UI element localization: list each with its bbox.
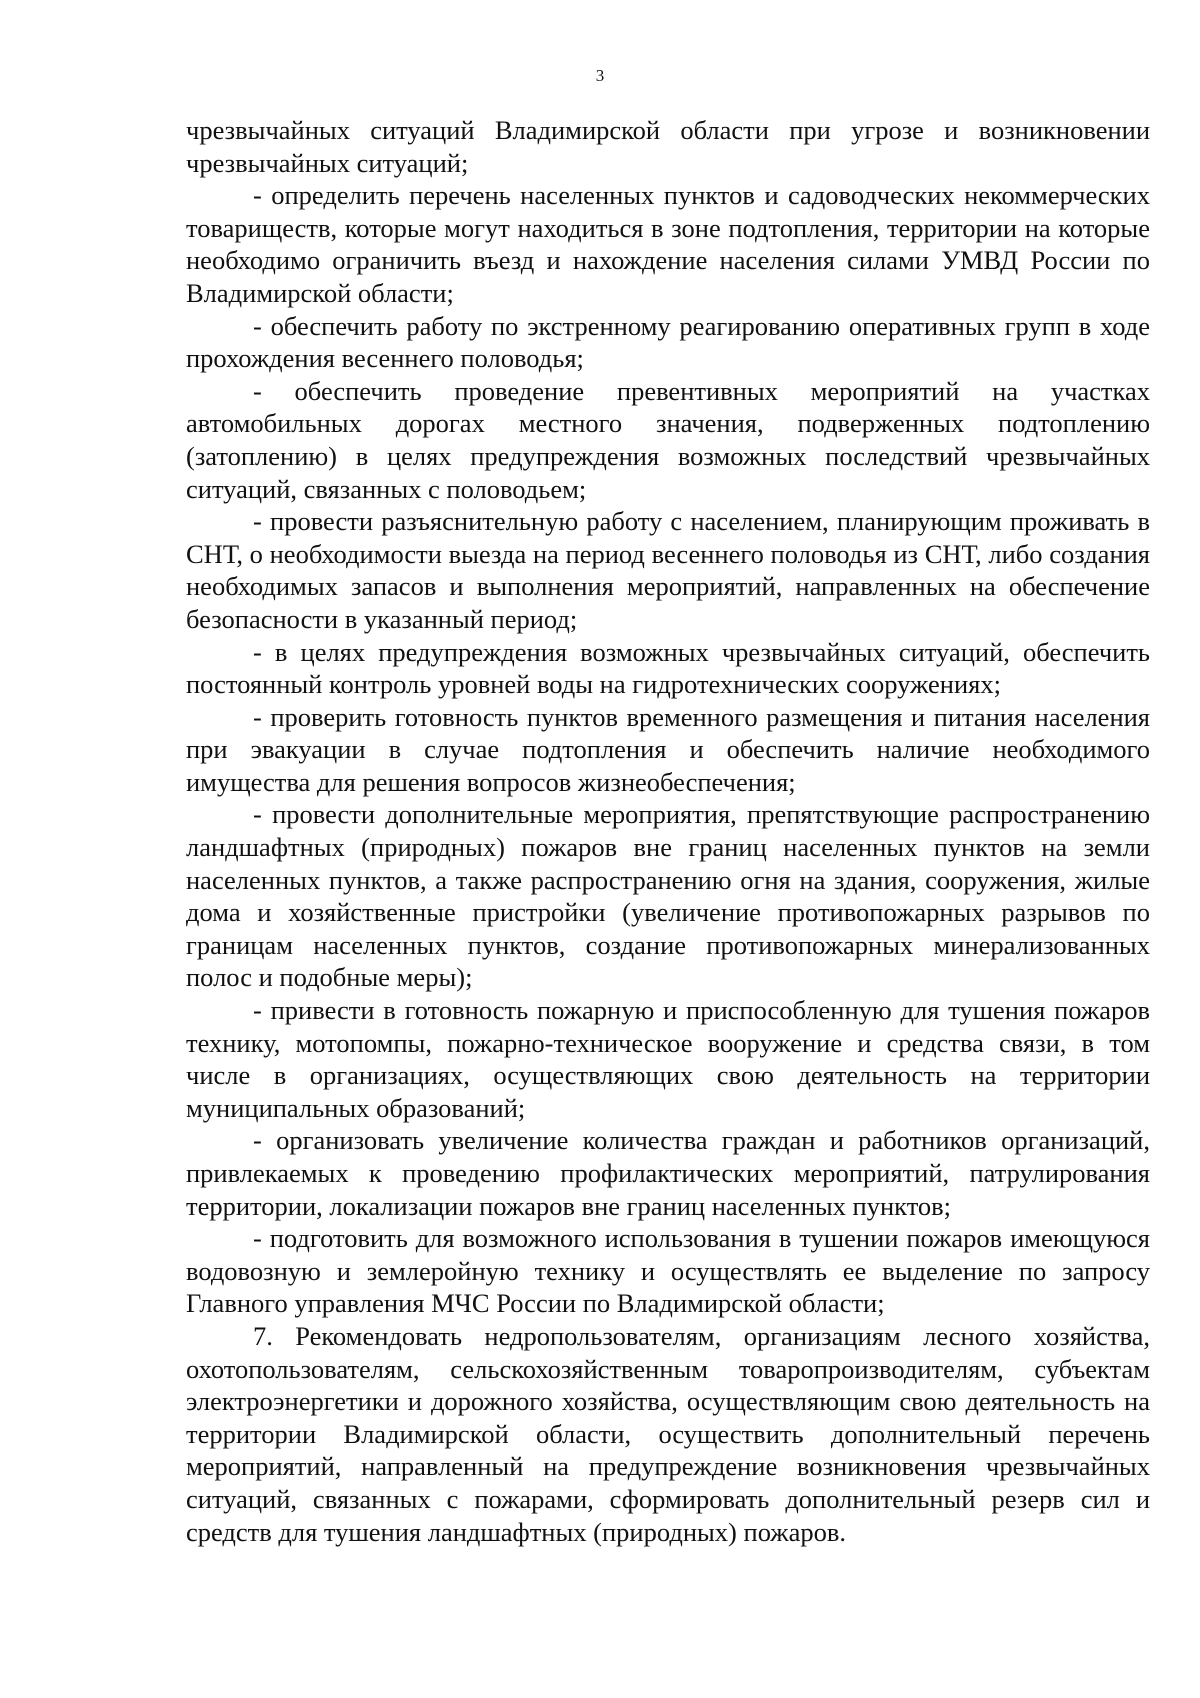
list-item-temporary-accommodation: - проверить готовность пунктов временного размещения и питания населения при эвакуации в случае подтопления и обеспечить наличие необходимого имущества для решения вопросов жизнеобеспечения; bbox=[186, 701, 1150, 797]
list-item-firefighting-equipment: - привести в готовность пожарную и приспособленную для тушения пожаров технику, мотопомпы, пожарно-техническое вооружение и средства связи, в том числе в организациях, осуществляющих свою деятельность на территории муниципальных образований; bbox=[186, 995, 1150, 1123]
list-item-explanatory-work: - провести разъяснительную работу с населением, планирующим проживать в СНТ, о необходимости выезда на период весеннего половодья из СНТ, либо создания необходимых запасов и выполнения мероприятий, направленных на обеспечение безопасности в указанный период; bbox=[186, 506, 1150, 634]
list-item-define-settlements: - определить перечень населенных пунктов и садоводческих некоммерческих товариществ, которые могут находиться в зоне подтопления, территории на которые необходимо ограничить въезд и нахождение населения силами УМВД России по Владимирской области; bbox=[186, 180, 1150, 308]
list-item-preventive-measures: - обеспечить проведение превентивных мероприятий на участках автомобильных дорогах местного значения, подверженных подтоплению (затоплению) в целях предупреждения возможных последствий чрезвычайных ситуаций, связанных с половодьем; bbox=[186, 375, 1150, 504]
list-item-increase-personnel: - организовать увеличение количества граждан и работников организаций, привлекаемых к проведению профилактических мероприятий, патрулирования территории, локализации пожаров вне границ населенных пунктов; bbox=[186, 1125, 1150, 1221]
list-item-water-level-control: - в целях предупреждения возможных чрезвычайных ситуаций, обеспечить постоянный контроль уровней воды на гидротехнических сооружениях; bbox=[186, 636, 1150, 700]
numbered-item-7: 7. Рекомендовать недропользователям, организациям лесного хозяйства, охотопользователям, сельскохозяйственным товаропроизводителям, субъектам электроэнергетики и дорожного хозяйства, осуществляющим свою деятельность на территории Владимирской области, осуществить дополнительный перечень мероприятий, направленный на предупреждение возникновения чрезвычайных ситуаций, связанных с пожарами, сформировать дополнительный резерв сил и средств для тушения ландшафтных (природных) пожаров. bbox=[186, 1320, 1150, 1547]
document-body bbox=[186, 114, 1150, 1548]
list-item-fire-prevention-measures: - провести дополнительные мероприятия, препятствующие распространению ландшафтных (природных) пожаров вне границ населенных пунктов на земли населенных пунктов, а также распространению огня на здания, сооружения, жилые дома и хозяйственные пристройки (увеличение противопожарных разрывов по границам населенных пунктов, создание противопожарных минерализованных полос и подобные меры); bbox=[186, 799, 1150, 993]
list-item-water-earthmoving-equipment: - подготовить для возможного использования в тушении пожаров имеющуюся водовозную и землеройную технику и осуществлять ее выделение по запросу Главного управления МЧС России по Владимирской области; bbox=[186, 1223, 1150, 1319]
paragraph-continuation: чрезвычайных ситуаций Владимирской области при угрозе и возникновении чрезвычайных ситуаций; bbox=[186, 115, 1150, 178]
page-number: 3 bbox=[595, 66, 605, 85]
list-item-operational-groups: - обеспечить работу по экстренному реагированию оперативных групп в ходе прохождения весеннего половодья; bbox=[186, 310, 1150, 374]
